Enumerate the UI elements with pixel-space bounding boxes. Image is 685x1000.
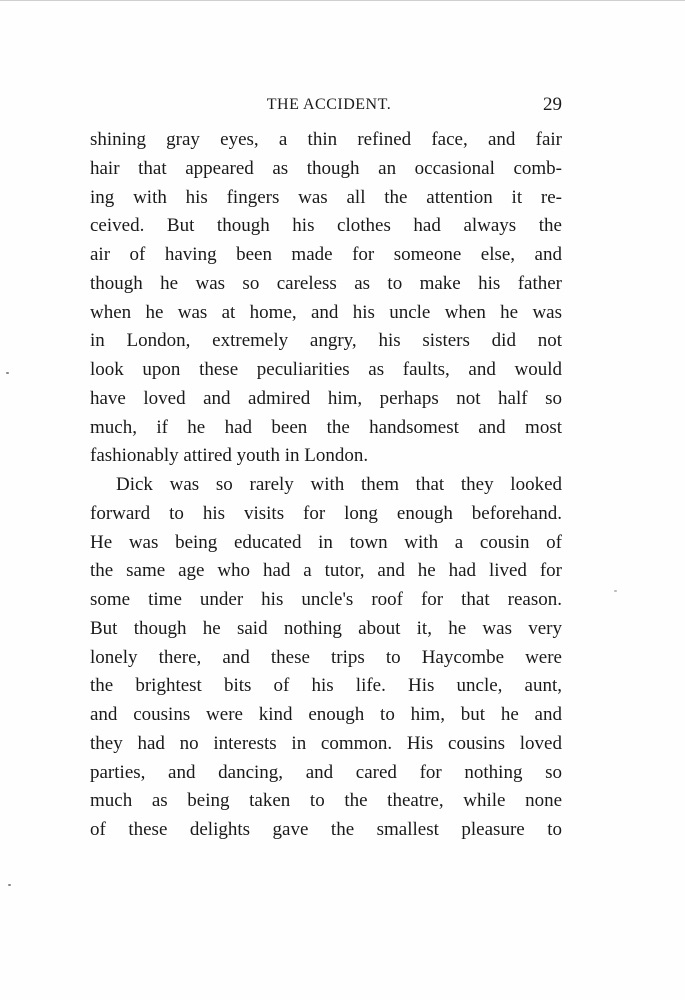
text-line-paragraph-start: Dick was so rarely with them that they looked (116, 474, 562, 495)
text-line: air of having been made for someone else, and (90, 244, 562, 265)
text-line: the same age who had a tutor, and he had lived for (90, 560, 562, 582)
text-line: But though he said nothing about it, he was very (90, 617, 562, 639)
running-title: THE ACCIDENT. (266, 96, 392, 113)
body-text (90, 126, 562, 845)
running-head (90, 92, 568, 118)
text-line: He was being educated in town with a cousin of (90, 531, 562, 553)
text-line: shining gray eyes, a thin refined face, and fair (90, 129, 562, 150)
text-line: some time under his uncle's roof for that reason. (90, 589, 562, 610)
text-line: ceived. But though his clothes had always the (90, 215, 562, 237)
text-line: when he was at home, and his uncle when he was (90, 301, 562, 323)
text-line: of these delights gave the smallest pleasure to (90, 819, 562, 840)
text-line: the brightest bits of his life. His uncle, aunt, (90, 675, 562, 697)
text-line: parties, and dancing, and cared for nothing so (90, 761, 562, 783)
print-speck (6, 372, 9, 374)
print-speck (614, 590, 617, 592)
text-line: hair that appeared as though an occasional comb- (90, 157, 562, 179)
text-line: much, if he had been the handsomest and most (90, 416, 562, 438)
text-line: lonely there, and these trips to Haycombe were (90, 646, 562, 668)
text-line-paragraph-end: fashionably attired youth in London. (90, 445, 369, 467)
text-line: ing with his fingers was all the attention it re- (90, 186, 562, 208)
text-line: in London, extremely angry, his sisters did not (90, 330, 562, 352)
text-line: much as being taken to the theatre, while none (90, 790, 562, 812)
page-number: 29 (543, 94, 562, 115)
text-line: have loved and admired him, perhaps not half so (90, 387, 562, 409)
print-speck (8, 884, 11, 886)
text-line: look upon these peculiarities as faults, and would (90, 359, 562, 380)
page-top-edge (0, 0, 685, 7)
text-line: they had no interests in common. His cousins loved (90, 732, 562, 754)
text-line: though he was so careless as to make his father (90, 272, 562, 294)
text-line: forward to his visits for long enough beforehand. (90, 502, 562, 524)
text-line: and cousins were kind enough to him, but he and (90, 704, 562, 725)
